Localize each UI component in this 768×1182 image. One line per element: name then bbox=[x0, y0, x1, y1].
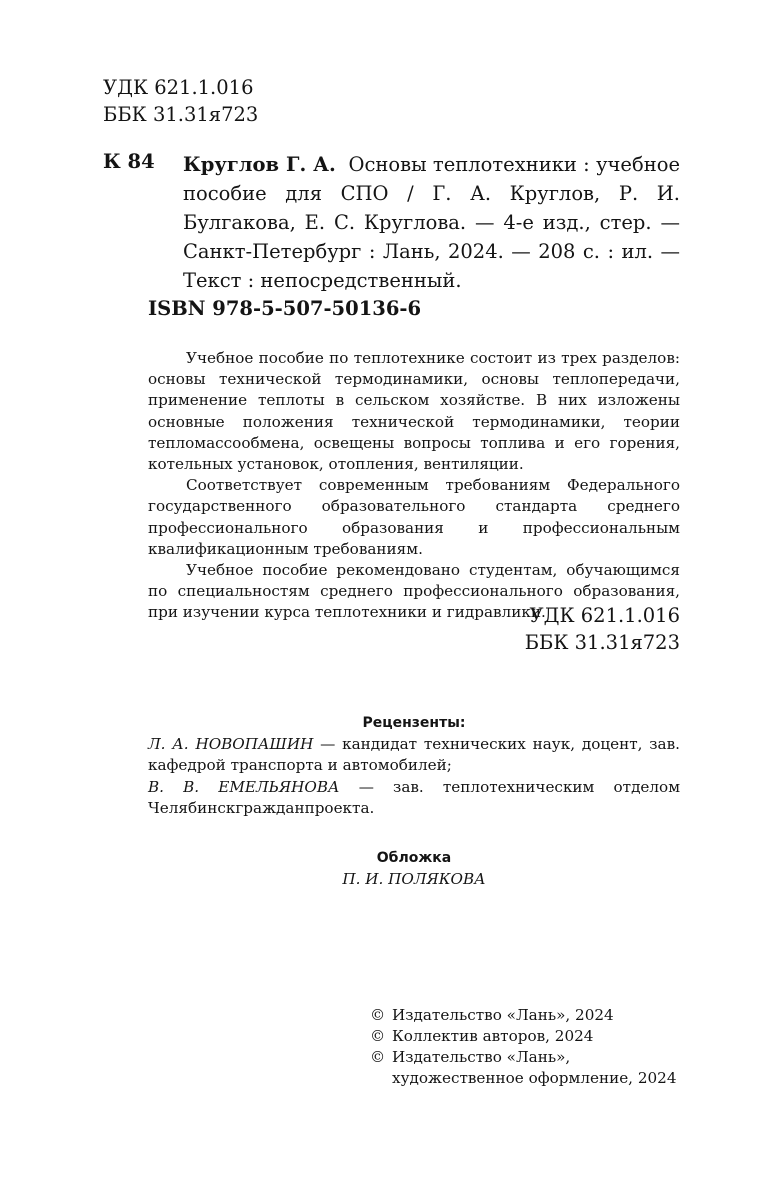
author-name: Круглов Г. А. bbox=[183, 153, 336, 176]
reviewer-name: Л. А. НОВОПАШИН bbox=[148, 735, 314, 754]
bibliographic-description bbox=[183, 150, 680, 295]
reviewer-entry bbox=[148, 734, 680, 776]
copyright-icon: © bbox=[370, 1006, 386, 1024]
abstract-paragraph: Учебное пособие рекомендовано студентам, обучающимся по специальностям среднего профессионального образования, при изучении курса теплотехники и гидравлики. bbox=[148, 561, 680, 622]
reviewers-heading: Рецензенты: bbox=[362, 715, 466, 731]
bbk-code: ББК 31.31я723 bbox=[524, 631, 680, 654]
reviewer-entry bbox=[148, 777, 680, 819]
copyright-text: Коллектив авторов, 2024 bbox=[392, 1027, 594, 1045]
reviewer-name: В. В. ЕМЕЛЬЯНОВА bbox=[148, 777, 340, 796]
abstract bbox=[148, 348, 680, 624]
reviewer-details: — зав. теплотехническим отделом Челябинскгражданпроекта. bbox=[148, 777, 681, 817]
abstract-paragraph: Соответствует современным требованиям Федерального государственного образовательного стандарта среднего профессионального образования и профессиональным квалификационным требованиям. bbox=[148, 476, 680, 558]
copyright-line bbox=[370, 1005, 677, 1026]
copyright-continuation: художественное оформление, 2024 bbox=[392, 1069, 677, 1087]
copyright-icon: © bbox=[370, 1048, 386, 1066]
copyright-text: Издательство «Лань», 2024 bbox=[392, 1006, 614, 1024]
copyright-text: Издательство «Лань», bbox=[392, 1048, 571, 1066]
copyright-icon: © bbox=[370, 1027, 386, 1045]
cover-credit bbox=[148, 848, 680, 890]
copyright-block bbox=[370, 1005, 677, 1089]
reviewer-details: — кандидат технических наук, доцент, зав. кафедрой транспорта и автомобилей; bbox=[148, 735, 680, 775]
book-description: Основы теплотехники : учебное пособие для СПО / Г. А. Круглов, Р. И. Булгакова, Е. С. Круглова. — 4-е изд., стер. — Санкт-Петербург : Лань, 2024. — 208 с. : ил. — Текст : непосредственный. bbox=[183, 153, 680, 292]
author-mark: К 84 bbox=[103, 150, 155, 173]
copyright-line bbox=[370, 1026, 677, 1047]
reviewers-section bbox=[148, 713, 680, 819]
isbn: ISBN 978-5-507-50136-6 bbox=[148, 297, 422, 320]
abstract-paragraph: Учебное пособие по теплотехнике состоит из трех разделов: основы технической термодинамики, основы теплопередачи, применение теплоты в сельском хозяйстве. В них изложены основные положения технической термодинамики, теории тепломассообмена, освещены вопросы топлива и его горения, котельных установок, отопления, вентиляции. bbox=[148, 349, 680, 474]
bbk-code: ББК 31.31я723 bbox=[103, 103, 259, 126]
udk-block-top bbox=[103, 74, 258, 128]
cover-artist: П. И. ПОЛЯКОВА bbox=[342, 870, 486, 889]
copyright-line bbox=[370, 1047, 677, 1068]
cover-heading: Обложка bbox=[376, 850, 452, 866]
udk-block-bottom bbox=[480, 602, 680, 656]
udk-code: УДК 621.1.016 bbox=[529, 604, 680, 627]
udk-code: УДК 621.1.016 bbox=[103, 76, 254, 99]
